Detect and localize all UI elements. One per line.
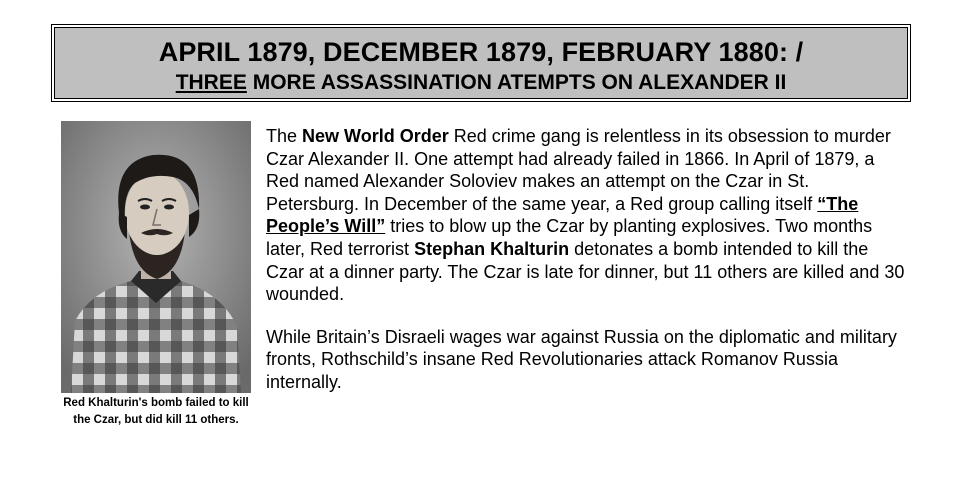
p1-text-1: The bbox=[266, 126, 303, 146]
title-banner-inner bbox=[54, 27, 908, 99]
article-body bbox=[266, 125, 906, 394]
image-caption: Red Khalturin's bomb failed to kill the Czar, but did kill 11 others. bbox=[63, 397, 249, 426]
p1-text-3: tries to blow up the Czar by planting explosives. Two months later, Red terrorist bbox=[266, 216, 873, 259]
new-world-order-bold: New World Order bbox=[302, 126, 449, 146]
khalturin-name-bold: Stephan Khalturin bbox=[414, 238, 570, 259]
title-banner bbox=[51, 24, 911, 102]
p1-text-2: Red crime gang is relentless in its obsession to murder Czar Alexander II. One attempt had already failed in 1866. In April of 1879, a Red named Alexander Soloviev makes an attempt on the Czar in St. Petersburg. In December of the same year, a Red group calling itself bbox=[266, 126, 891, 214]
title-rest: MORE ASSASSINATION ATEMPTS ON ALEXANDER II bbox=[246, 71, 787, 94]
p1-text-4: detonates a bomb intended to kill the Czar at a dinner party. The Czar is late for dinner, but 11 others are killed and 30 wounded. bbox=[266, 238, 905, 305]
paragraph-1 bbox=[266, 125, 906, 306]
peoples-will-bold: “The People’s Will” bbox=[266, 193, 859, 237]
title-line-1: APRIL 1879, DECEMBER 1879, FEBRUARY 1880: / bbox=[158, 37, 804, 67]
title-line-2 bbox=[55, 70, 907, 96]
paragraph-2: While Britain’s Disraeli wages war against Russia on the diplomatic and military fronts, Rothschild’s insane Red Revolutionaries attack Romanov Russia internally. bbox=[266, 326, 897, 392]
khalturin-portrait bbox=[61, 121, 251, 393]
title-emphasis: THREE bbox=[175, 71, 247, 94]
